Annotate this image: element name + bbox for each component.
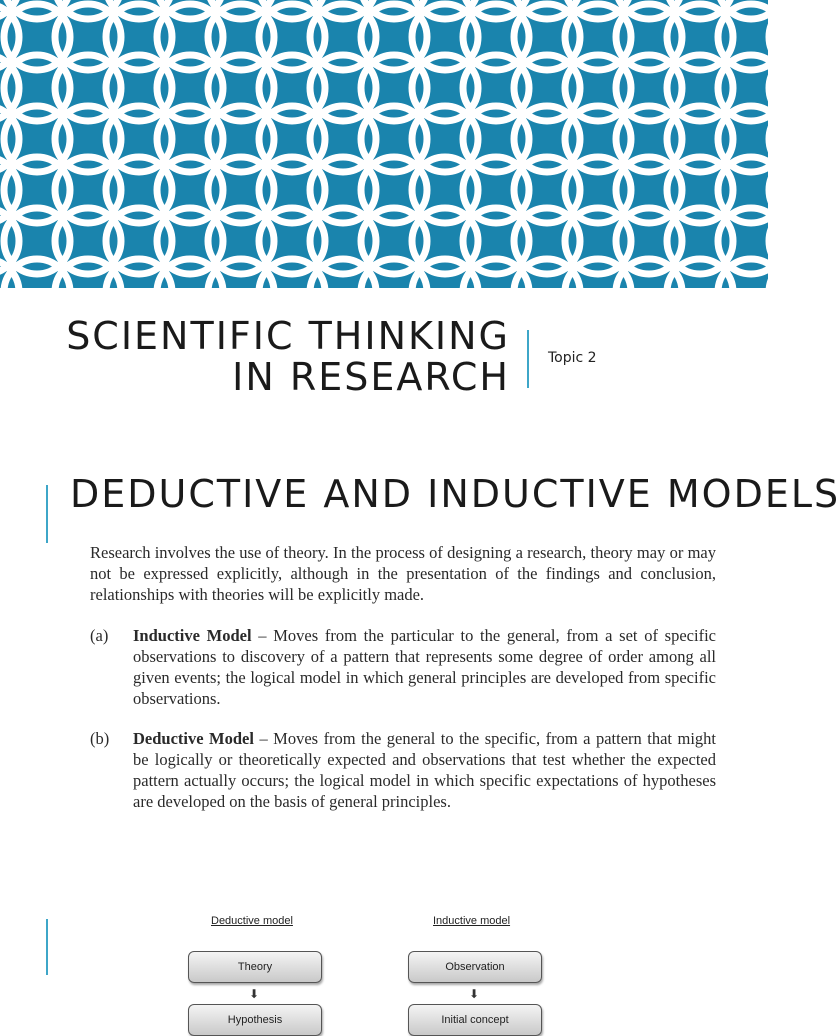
arrow-down-icon: ⬇ <box>469 987 480 1001</box>
decorative-pattern-banner <box>0 0 768 288</box>
item-text: – Moves from the particular to the general, from a set of specific observations to discovery of a pattern that represents some degree of order among all given events; the logical model in which general principles are developed from specific observations. <box>133 626 716 708</box>
flow-box-theory: Theory <box>188 951 322 983</box>
arrow-down-icon: ⬇ <box>249 987 260 1001</box>
item-text: – Moves from the general to the specific, from a pattern that might be logically or theoretically expected and observations that test whether the expected pattern actually occurs; the logical model in which specific expectations of hypotheses are developed on the basis of general principles. <box>133 729 716 811</box>
item-body <box>133 625 716 709</box>
slide-heading-container <box>70 472 840 542</box>
interlocking-circles-pattern <box>0 0 768 288</box>
slide-title <box>66 316 510 398</box>
title-divider <box>527 330 529 388</box>
slide-subtitle: Topic 2 <box>548 350 597 366</box>
flow-box-initial-concept: Initial concept <box>408 1004 542 1036</box>
item-term: Inductive Model <box>133 626 252 645</box>
flow-box-observation: Observation <box>408 951 542 983</box>
intro-paragraph: Research involves the use of theory. In the process of designing a research, theory may or may not be expressed explicitly, although in the presentation of the findings and conclusion, relationships with theories will be explicitly made. <box>90 543 716 604</box>
item-body <box>133 728 716 812</box>
slide-heading: DEDUCTIVE AND INDUCTIVE MODELS <box>70 472 840 516</box>
slide-accent-bar <box>46 919 48 975</box>
slide-accent-bar <box>46 485 48 543</box>
item-marker: (b) <box>90 729 110 748</box>
deductive-column-label: Deductive model <box>211 915 293 927</box>
flow-box-hypothesis: Hypothesis <box>188 1004 322 1036</box>
slide-title-line-2: IN RESEARCH <box>232 355 510 399</box>
inductive-column-label: Inductive model <box>433 915 511 927</box>
slide-title-line-1: SCIENTIFIC THINKING <box>66 314 510 358</box>
models-flow-diagram <box>150 905 600 1024</box>
scanned-text-image <box>70 540 760 830</box>
item-marker: (a) <box>90 626 109 645</box>
item-term: Deductive Model <box>133 729 254 748</box>
